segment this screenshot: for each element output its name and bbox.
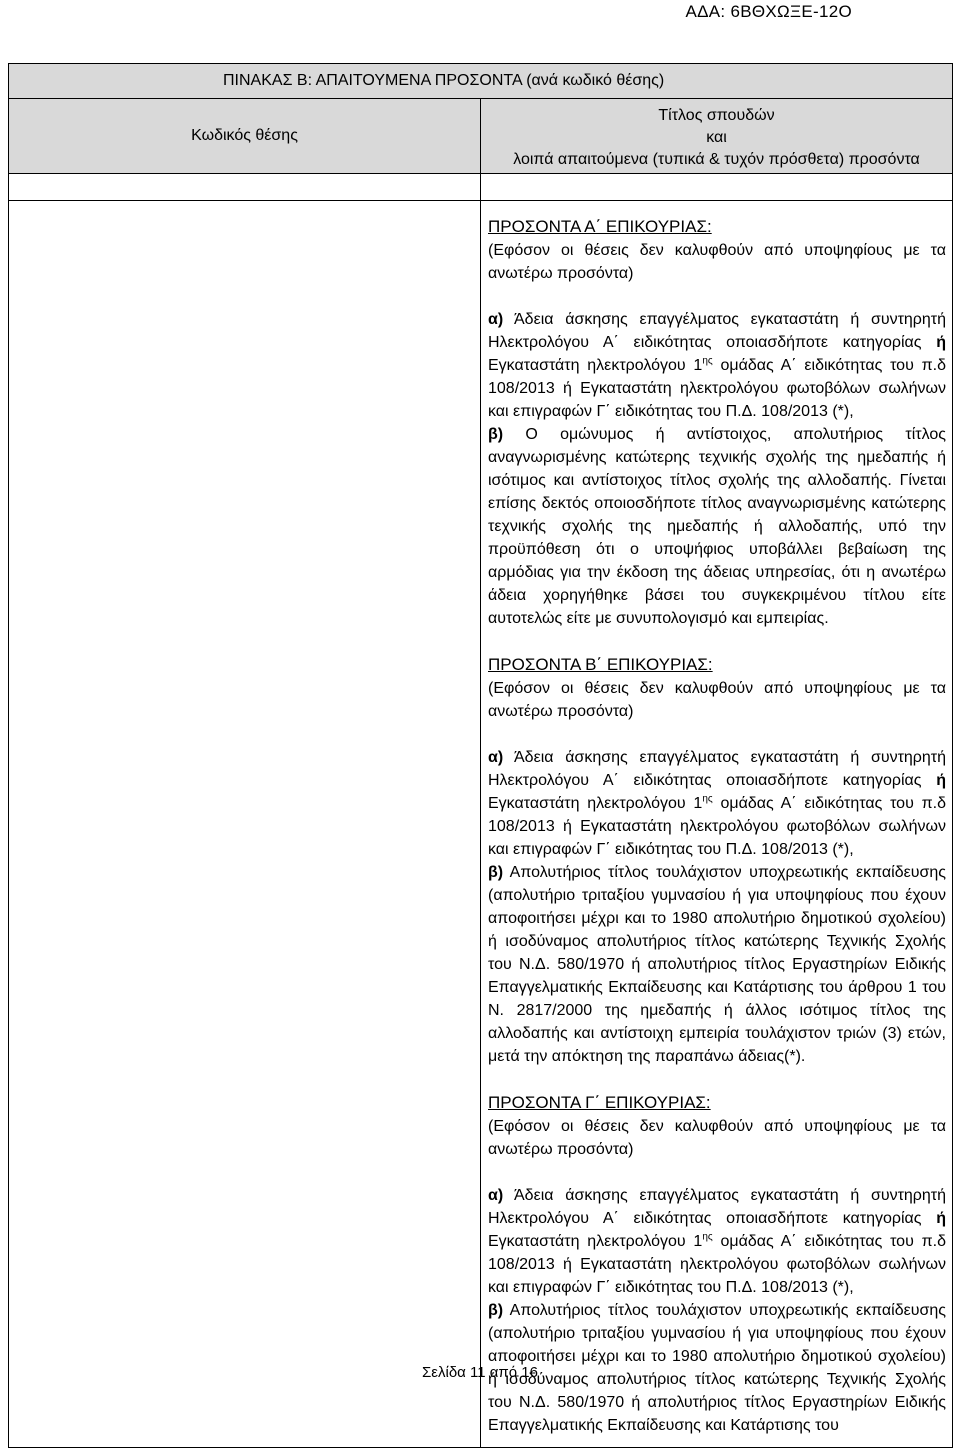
section-a-item-a: α) Άδεια άσκησης επαγγέλματος εγκαταστάτη ή συντηρητή Ηλεκτρολόγου Α΄ ειδικότητας οποιασδήποτε κατηγορίας ή Εγκαταστάτη ηλεκτρολόγου $1^{\eta\varsigma}$ ομάδας Α΄ ειδικότητας του π.δ 108/2013 ή Εγκαταστάτη ηλεκτρολόγου φωτοβόλων σωλήνων και επιγραφών Γ΄ ειδικότητας του Π.Δ. 108/2013 (*), bbox=[488, 311, 947, 420]
qualifications-cell bbox=[481, 201, 953, 1448]
section-a-heading: ΠΡΟΣΟΝΤΑ Α΄ ΕΠΙΚΟΥΡΙΑΣ: bbox=[488, 217, 712, 236]
table-title: ΠΙΝΑΚΑΣ Β: ΑΠΑΙΤΟΥΜΕΝΑ ΠΡΟΣΟΝΤΑ (ανά κωδικό θέσης) bbox=[9, 64, 953, 99]
position-code-cell bbox=[9, 201, 481, 1448]
section-a-note: (Εφόσον οι θέσεις δεν καλυφθούν από υποψηφίους με τα ανωτέρω προσόντα) bbox=[488, 242, 946, 282]
section-c-item-a: α) Άδεια άσκησης επαγγέλματος εγκαταστάτη ή συντηρητή Ηλεκτρολόγου Α΄ ειδικότητας οποιασδήποτε κατηγορίας ή Εγκαταστάτη ηλεκτρολόγου $1^{\eta\varsigma}$ ομάδας Α΄ ειδικότητας του π.δ 108/2013 ή Εγκαταστάτη ηλεκτρολόγου φωτοβόλων σωλήνων και επιγραφών Γ΄ ειδικότητας του Π.Δ. 108/2013 (*), bbox=[488, 1187, 947, 1296]
requirements-table bbox=[8, 63, 953, 1448]
header-qualifications bbox=[481, 99, 953, 174]
header-line-2: και bbox=[706, 129, 727, 146]
section-c-item-b: β) Απολυτήριος τίτλος τουλάχιστον υποχρεωτικής εκπαίδευσης (απολυτήριο τριταξίου γυμνασίου ή για υποψηφίους που έχουν αποφοιτήσει μέχρι και το 1980 απολυτήριο δημοτικού σχολείου) ή ισοδύναμος απολυτήριος τίτλος κατώτερης Τεχνικής Σχολής του Ν.Δ. 580/1970 ή απολυτήριος τίτλος Εργαστηρίων Ειδικής Επαγγελματικής Εκπαίδευσης και Κατάρτισης του bbox=[488, 1302, 947, 1434]
page-footer: Σελίδα 11 από 16 bbox=[422, 1364, 538, 1381]
header-line-3: λοιπά απαιτούμενα (τυπικά & τυχόν πρόσθετα) προσόντα bbox=[513, 151, 920, 168]
spacer-cell-code bbox=[9, 174, 481, 201]
header-position-code: Κωδικός θέσης bbox=[9, 99, 481, 174]
section-b-heading: ΠΡΟΣΟΝΤΑ Β΄ ΕΠΙΚΟΥΡΙΑΣ: bbox=[488, 655, 713, 674]
section-a-item-b: β) Ο ομώνυμος ή αντίστοιχος, απολυτήριος τίτλος αναγνωρισμένης κατώτερης τεχνικής σχολής της ημεδαπής ή ισότιμος και αντίστοιχος τίτλος σχολής της αλλοδαπής. Γίνεται επίσης δεκτός οποιοσδήποτε τίτλος αναγνωρισμένης κατώτερης τεχνικής σχολής της ημεδαπής ή αλλοδαπής, υπό την προϋπόθεση ότι ο υποψήφιος υποβάλλει βεβαίωση της αρμόδιας για την έκδοση της άδειας υπηρεσίας, ότι η ανωτέρω άδεια χορηγήθηκε βάσει του συγκεκριμένου τίτλου είτε αυτοτελώς είτε με συνυπολογισμό και εμπειρίας. bbox=[488, 426, 946, 627]
section-b-item-a: α) Άδεια άσκησης επαγγέλματος εγκαταστάτη ή συντηρητή Ηλεκτρολόγου Α΄ ειδικότητας οποιασδήποτε κατηγορίας ή Εγκαταστάτη ηλεκτρολόγου $1^{\eta\varsigma}$ ομάδας Α΄ ειδικότητας του π.δ 108/2013 ή Εγκαταστάτη ηλεκτρολόγου φωτοβόλων σωλήνων και επιγραφών Γ΄ ειδικότητας του Π.Δ. 108/2013 (*), bbox=[488, 749, 947, 858]
section-b bbox=[488, 653, 946, 1068]
section-a bbox=[488, 215, 946, 630]
section-c-note: (Εφόσον οι θέσεις δεν καλυφθούν από υποψηφίους με τα ανωτέρω προσόντα) bbox=[488, 1118, 946, 1158]
spacer-cell-title bbox=[481, 174, 953, 201]
section-c-heading: ΠΡΟΣΟΝΤΑ Γ΄ ΕΠΙΚΟΥΡΙΑΣ: bbox=[488, 1093, 711, 1112]
section-b-item-b: β) Απολυτήριος τίτλος τουλάχιστον υποχρεωτικής εκπαίδευσης (απολυτήριο τριταξίου γυμνασίου ή για υποψηφίους που έχουν αποφοιτήσει μέχρι και το 1980 απολυτήριο δημοτικού σχολείου) ή ισοδύναμος απολυτήριος τίτλος κατώτερης Τεχνικής Σχολής του Ν.Δ. 580/1970 ή απολυτήριος τίτλος Εργαστηρίων Ειδικής Επαγγελματικής Εκπαίδευσης και Κατάρτισης του άρθρου 1 του Ν. 2817/2000 της ημεδαπής ή άλλος ισότιμος τίτλος της αλλοδαπής και αντίστοιχη εμπειρία τουλάχιστον τριών (3) ετών, μετά την απόκτηση της παραπάνω άδειας(*). bbox=[488, 864, 947, 1065]
header-line-1: Τίτλος σπουδών bbox=[658, 107, 775, 124]
ada-code: ΑΔΑ: 6ΒΘΧΩΞΕ-12Ο bbox=[685, 2, 852, 21]
section-c bbox=[488, 1091, 946, 1437]
section-b-note: (Εφόσον οι θέσεις δεν καλυφθούν από υποψηφίους με τα ανωτέρω προσόντα) bbox=[488, 680, 946, 720]
